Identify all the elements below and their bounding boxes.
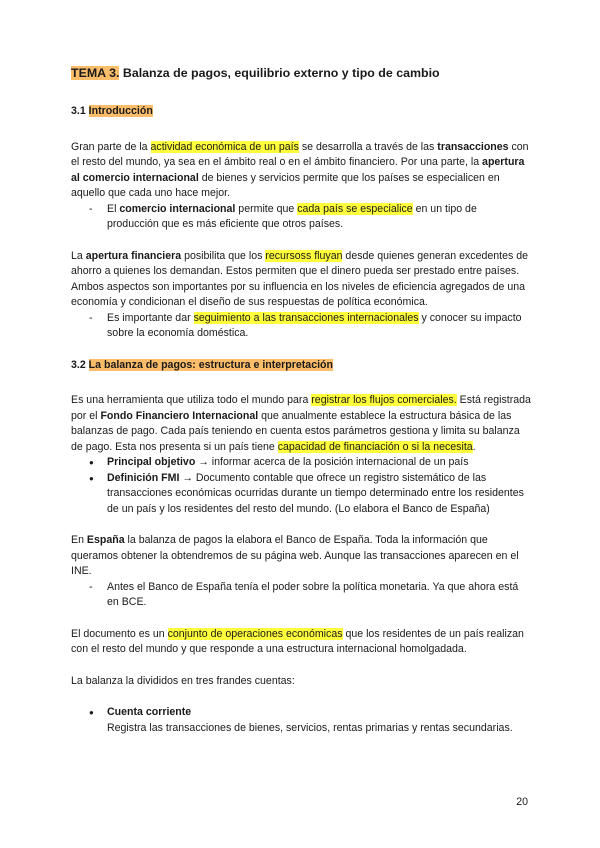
bold-text: apertura al comercio internacional (71, 156, 525, 184)
bold-text: comercio internacional (119, 202, 236, 215)
text-run: que anualmente establece la estructura básica de las balanzas de pago. Cada país teniendo en cuenta estos parámetros gestiona y limita su balanza de pago. Esta nos presenta si un país tiene (71, 409, 520, 453)
text-run: → Documento contable que ofrece un registro sistemático de las transacciones económicas ocurridas durante un tiempo determinado entre los residentes de un país y los residentes del resto del mundo. (Lo elabora el Banco de España) (107, 471, 524, 515)
highlighted-text: seguimiento a las transacciones internacionales (193, 311, 419, 324)
text-run: se desarrolla a través de las (298, 140, 438, 153)
list-item (71, 311, 531, 342)
text-run: Es una herramienta que utiliza todo el mundo para (71, 394, 312, 406)
section-heading-3-1 (71, 104, 531, 120)
highlighted-text: cada país se especialice (297, 202, 413, 215)
list-item (71, 202, 531, 233)
text-run: Está registrada por el (71, 394, 531, 422)
paragraph: La balanza la divididos en tres frandes cuentas: (71, 674, 295, 687)
text-run: El (107, 202, 120, 215)
text-run: → informar acerca de la posición internacional de un país (195, 456, 469, 468)
paragraph (71, 627, 531, 658)
dash-list (71, 202, 531, 233)
bold-text: España (86, 534, 125, 546)
section-heading-3-2 (71, 358, 531, 374)
text-run: La (71, 249, 86, 262)
highlighted-text: recursoss fluyan (265, 249, 343, 262)
text-run: . (472, 440, 476, 453)
bold-text: Definición FMI (107, 471, 180, 484)
text-run: Registra las transacciones de bienes, servicios, rentas primarias y rentas secundarias. (107, 721, 513, 734)
bold-text: Fondo Financiero Internacional (100, 409, 259, 422)
bold-text: apertura financiera (85, 249, 182, 262)
dash-list (71, 311, 531, 342)
paragraph (71, 393, 531, 455)
text-run: En (71, 534, 87, 546)
list-item: - Antes el Banco de España tenía el poder sobre la política monetaria. Ya que ahora está en BCE. (71, 580, 531, 611)
section-number: 3.2 (71, 358, 89, 371)
text-run: Es importante dar (107, 311, 194, 324)
chapter-title-text: Balanza de pagos, equilibrio externo y tipo de cambio (119, 66, 440, 80)
text-run: y conocer su impacto sobre la economía doméstica. (107, 311, 522, 339)
text-run: permite que (235, 202, 298, 215)
paragraph (71, 533, 531, 580)
text-run: de bienes y servicios permite que los países se especialicen en aquello que cada uno hace mejor. (71, 171, 500, 199)
list-item (71, 705, 531, 736)
highlighted-text: conjunto de operaciones económicas (167, 627, 343, 640)
dash-list (71, 580, 531, 611)
text-run: Gran parte de la (71, 140, 151, 153)
text-run: desde quienes generan excedentes de ahorro a quienes los demandan. Estos permiten que el dinero pueda ser prestado entre países. Ambos aspectos son importantes por su influencia en los niveles de eficiencia agregados de una economía y condicionan el diseño de sus respuestas de política económica. (71, 249, 529, 308)
list-item (71, 471, 531, 518)
highlighted-text: capacidad de financiación o si la necesita (277, 440, 473, 453)
text-run: que los residentes de un país realizan con el resto del mundo y que responde a una estructura internacional homolgadada. (71, 627, 524, 655)
page-number: 20 (516, 796, 528, 808)
bold-text: transacciones (437, 140, 509, 153)
bold-text: Principal objetivo (107, 456, 196, 468)
text-run: en un tipo de producción que es más eficiente que otros países. (107, 202, 477, 230)
bold-text: Cuenta corriente (107, 706, 192, 718)
chapter-number: TEMA 3. (71, 66, 120, 80)
paragraph (71, 249, 531, 311)
text-run: la balanza de pagos la elabora el Banco de España. Toda la información que queramos obtener la obtendremos de su página web. Aunque las transacciones aparecen en el INE. (71, 534, 519, 577)
chapter-title (71, 64, 531, 82)
section-title: Introducción (88, 105, 153, 117)
text-run: con el resto del mundo, ya sea en el ámbito real o en el ámbito financiero. Por una parte, la (71, 140, 529, 168)
document-page (71, 64, 531, 736)
list-item (71, 455, 531, 471)
text-run: posibilita que los (181, 249, 266, 262)
highlighted-text: actividad económica de un país (150, 140, 299, 153)
paragraph (71, 140, 531, 202)
bullet-list (71, 455, 531, 517)
section-title: La balanza de pagos: estructura e interpretación (88, 358, 333, 371)
text-run: El documento es un (71, 627, 168, 640)
bullet-list (71, 705, 531, 736)
highlighted-text: registrar los flujos comerciales. (311, 394, 457, 406)
section-number: 3.1 (71, 105, 89, 117)
